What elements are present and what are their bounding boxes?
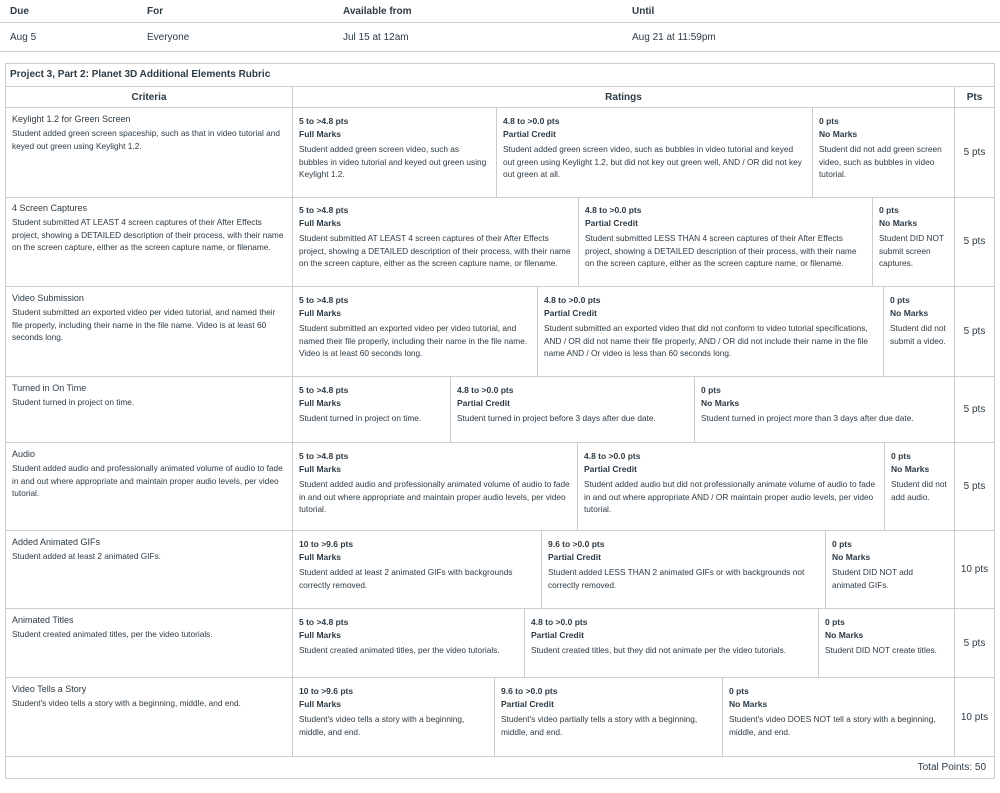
- rating-points: 5 to >4.8 pts: [299, 116, 349, 126]
- rating-points: 0 pts: [819, 116, 839, 126]
- rubric-row: [6, 287, 994, 377]
- rating-label: No Marks: [832, 552, 871, 562]
- rubric-row: [6, 678, 994, 757]
- rating-cell[interactable]: [542, 531, 826, 608]
- rating-label: Full Marks: [299, 218, 342, 228]
- rating-cell[interactable]: [451, 377, 695, 442]
- rating-description: Student created titles, but they did not animate per the video tutorials.: [531, 645, 787, 655]
- rating-label: Full Marks: [299, 398, 342, 408]
- rating-cell[interactable]: [293, 609, 525, 677]
- criterion-points: 10 pts: [960, 564, 989, 575]
- rating-points: 0 pts: [729, 686, 749, 696]
- rating-cell[interactable]: [884, 287, 955, 376]
- rating-label: Partial Credit: [548, 552, 601, 562]
- rating-points: 0 pts: [890, 295, 910, 305]
- rating-points: 4.8 to >0.0 pts: [503, 116, 560, 126]
- rating-description: Student's video partially tells a story with a beginning, middle, and end.: [501, 714, 698, 737]
- criterion-points: 5 pts: [963, 481, 986, 492]
- rating-cell[interactable]: [293, 443, 578, 530]
- rating-cell[interactable]: [293, 197, 579, 286]
- until-header: Until: [632, 6, 655, 17]
- assignment-dates: [0, 0, 1000, 52]
- rating-description: Student turned in project on time.: [299, 413, 422, 423]
- criterion-name: 4 Screen Captures: [12, 203, 88, 213]
- rating-description: Student DID NOT submit screen captures.: [879, 233, 944, 268]
- rating-description: Student created animated titles, per the video tutorials.: [299, 645, 500, 655]
- rating-cell[interactable]: [578, 443, 885, 530]
- rating-points: 5 to >4.8 pts: [299, 295, 349, 305]
- rubric-row: [6, 108, 994, 198]
- criterion-name: Video Tells a Story: [12, 684, 87, 694]
- criterion-description: Student added green screen spaceship, such as that in video tutorial and keyed out green using Keylight 1.2.: [12, 128, 280, 151]
- dates-value-row: [0, 23, 1000, 52]
- rating-points: 9.6 to >0.0 pts: [501, 686, 558, 696]
- rating-points: 4.8 to >0.0 pts: [457, 385, 514, 395]
- rating-label: Partial Credit: [501, 699, 554, 709]
- rating-points: 4.8 to >0.0 pts: [531, 617, 588, 627]
- criterion-cell: [6, 287, 293, 376]
- rating-points: 5 to >4.8 pts: [299, 617, 349, 627]
- rating-points: 0 pts: [891, 451, 911, 461]
- rating-description: Student added green screen video, such as bubbles in video tutorial and keyed out green using Keylight 1.2.: [299, 144, 487, 179]
- rating-label: Full Marks: [299, 630, 342, 640]
- rating-description: Student submitted an exported video per video tutorial, and named their file properly, including their name in the file name. Video is at least 60 seconds long.: [299, 323, 528, 358]
- rating-label: Full Marks: [299, 552, 342, 562]
- criteria-column-header: Criteria: [6, 86, 293, 108]
- rating-description: Student DID NOT create titles.: [825, 645, 937, 655]
- rating-cell[interactable]: [293, 531, 542, 608]
- rating-label: Partial Credit: [457, 398, 510, 408]
- rating-cell[interactable]: [495, 678, 723, 756]
- rating-points: 0 pts: [825, 617, 845, 627]
- available-from-value: Jul 15 at 12am: [343, 32, 409, 43]
- rating-label: Full Marks: [299, 464, 342, 474]
- rubric-title: Project 3, Part 2: Planet 3D Additional Elements Rubric: [10, 69, 271, 80]
- rating-points: 5 to >4.8 pts: [299, 451, 349, 461]
- criterion-cell: [6, 108, 293, 197]
- criterion-cell: [6, 531, 293, 608]
- criterion-name: Video Submission: [12, 293, 84, 303]
- rating-points: 0 pts: [832, 539, 852, 549]
- rating-description: Student did not add green screen video, such as bubbles in video tutorial.: [819, 144, 942, 179]
- rating-description: Student turned in project more than 3 days after due date.: [701, 413, 914, 423]
- rating-label: Full Marks: [299, 308, 342, 318]
- rubric-table: [5, 63, 995, 779]
- rating-description: Student did not submit a video.: [890, 323, 946, 346]
- rating-cell[interactable]: [826, 531, 955, 608]
- criterion-points: 10 pts: [960, 711, 989, 723]
- criterion-description: Student added at least 2 animated GIFs.: [12, 551, 161, 561]
- rating-cell[interactable]: [293, 377, 451, 442]
- until-value: Aug 21 at 11:59pm: [632, 32, 716, 43]
- criterion-points: 5 pts: [963, 637, 986, 649]
- criterion-points: 5 pts: [963, 404, 986, 415]
- criterion-description: Student submitted an exported video per video tutorial, and named their file properly, including their name in the file name. Video is at least 60 seconds long.: [12, 307, 276, 342]
- rating-cell[interactable]: [885, 443, 955, 530]
- rating-description: Student added at least 2 animated GIFs with backgrounds correctly removed.: [299, 567, 513, 590]
- rating-points: 0 pts: [879, 205, 899, 215]
- criterion-name: Keylight 1.2 for Green Screen: [12, 114, 131, 124]
- rating-cell[interactable]: [538, 287, 884, 376]
- rating-points: 9.6 to >0.0 pts: [548, 539, 605, 549]
- rating-cell[interactable]: [723, 678, 955, 756]
- rating-description: Student's video DOES NOT tell a story with a beginning, middle, and end.: [729, 714, 936, 737]
- rating-points: 4.8 to >0.0 pts: [585, 205, 642, 215]
- rating-label: Full Marks: [299, 699, 342, 709]
- criterion-points: 5 pts: [963, 326, 986, 337]
- rating-label: No Marks: [825, 630, 864, 640]
- rating-cell[interactable]: [813, 108, 955, 197]
- criterion-cell: [6, 377, 293, 442]
- rating-label: No Marks: [819, 129, 858, 139]
- rating-description: Student added audio but did not professionally animate volume of audio to fade in and out where appropriate AND / OR maintain proper audio levels, per video tutorial.: [584, 479, 876, 514]
- ratings-column-header: Ratings: [293, 86, 955, 108]
- total-points: Total Points: 50: [917, 762, 986, 773]
- criterion-description: Student created animated titles, per the video tutorials.: [12, 629, 213, 639]
- criterion-points: 5 pts: [963, 236, 986, 247]
- pts-column-header: Pts: [955, 86, 994, 108]
- rating-cell[interactable]: [579, 197, 873, 286]
- rating-cell[interactable]: [293, 678, 495, 756]
- rating-label: Partial Credit: [531, 630, 584, 640]
- criterion-description: Student added audio and professionally animated volume of audio to fade in and out where appropriate and maintain proper audio levels, per video tutorial.: [12, 463, 283, 498]
- rating-points: 0 pts: [701, 385, 721, 395]
- rubric-row: [6, 197, 994, 287]
- rating-label: Partial Credit: [503, 129, 556, 139]
- rating-label: Partial Credit: [544, 308, 597, 318]
- rating-cell[interactable]: [293, 108, 497, 197]
- rating-description: Student submitted AT LEAST 4 screen captures of their After Effects project, showing a DETAILED description of their process, with their name on the screen capture, either as the screen capture name, or filename.: [299, 233, 571, 268]
- rubric-row: [6, 609, 994, 678]
- rating-description: Student added green screen video, such as bubbles in video tutorial and keyed out green using Keylight 1.2, but did not key out green well, AND / OR did not key out green at all.: [503, 144, 802, 179]
- rating-description: Student turned in project before 3 days after due date.: [457, 413, 656, 423]
- rating-points: 4.8 to >0.0 pts: [584, 451, 641, 461]
- criterion-name: Turned in On Time: [12, 383, 87, 393]
- rating-cell[interactable]: [525, 609, 819, 677]
- criterion-cell: [6, 678, 293, 756]
- criterion-name: Added Animated GIFs: [12, 537, 101, 547]
- rating-label: No Marks: [729, 699, 768, 709]
- rubric-row: [6, 531, 994, 609]
- rating-cell[interactable]: [497, 108, 813, 197]
- rating-description: Student added LESS THAN 2 animated GIFs or with backgrounds not correctly removed.: [548, 567, 805, 590]
- rating-description: Student's video tells a story with a beginning, middle, and end.: [299, 714, 465, 737]
- criterion-name: Audio: [12, 449, 36, 459]
- rating-points: 5 to >4.8 pts: [299, 385, 349, 395]
- rating-label: Partial Credit: [584, 464, 637, 474]
- criterion-cell: [6, 197, 293, 286]
- for-value: Everyone: [147, 32, 190, 43]
- criterion-cell: [6, 443, 293, 530]
- due-header: Due: [10, 6, 29, 17]
- rating-label: Full Marks: [299, 129, 342, 139]
- rating-description: Student submitted LESS THAN 4 screen captures of their After Effects project, showing a DETAILED description of their process, with their name on the screen capture, either as the screen capture name, or filename.: [585, 233, 857, 268]
- rating-label: No Marks: [879, 218, 918, 228]
- rating-description: Student submitted an exported video that did not conform to video tutorial specifications, AND / OR did not name their file properly, AND / OR did not include their name in the file name AND / Or video is less than 60 seconds long.: [544, 323, 869, 358]
- rating-cell[interactable]: [695, 377, 955, 442]
- rating-label: No Marks: [891, 464, 930, 474]
- rating-cell[interactable]: [873, 197, 955, 286]
- rating-description: Student DID NOT add animated GIFs.: [832, 567, 914, 590]
- criterion-name: Animated Titles: [12, 615, 74, 625]
- for-header: For: [147, 6, 164, 17]
- rating-points: 5 to >4.8 pts: [299, 205, 349, 215]
- criterion-description: Student's video tells a story with a beginning, middle, and end.: [12, 698, 241, 708]
- criterion-points: 5 pts: [963, 147, 986, 158]
- criterion-cell: [6, 609, 293, 677]
- rating-description: Student did not add audio.: [891, 479, 947, 502]
- available-from-header: Available from: [343, 6, 412, 17]
- rubric-row: [6, 377, 994, 443]
- rating-points: 10 to >9.6 pts: [299, 539, 354, 549]
- due-value: Aug 5: [10, 32, 37, 43]
- rating-label: Partial Credit: [585, 218, 638, 228]
- rating-cell[interactable]: [293, 287, 538, 376]
- criterion-description: Student submitted AT LEAST 4 screen captures of their After Effects project, showing a DETAILED description of their process, with their name on the screen capture, either as the screen capture name, or filename.: [12, 217, 284, 252]
- rating-description: Student added audio and professionally animated volume of audio to fade in and out where appropriate and maintain proper audio levels, per video tutorial.: [299, 479, 570, 514]
- rating-points: 10 to >9.6 pts: [299, 686, 354, 696]
- rating-label: No Marks: [701, 398, 740, 408]
- dates-header-row: [0, 0, 1000, 23]
- rubric-row: [6, 443, 994, 531]
- rating-label: No Marks: [890, 308, 929, 318]
- criterion-description: Student turned in project on time.: [12, 397, 135, 407]
- rating-cell[interactable]: [819, 609, 955, 677]
- rating-points: 4.8 to >0.0 pts: [544, 295, 601, 305]
